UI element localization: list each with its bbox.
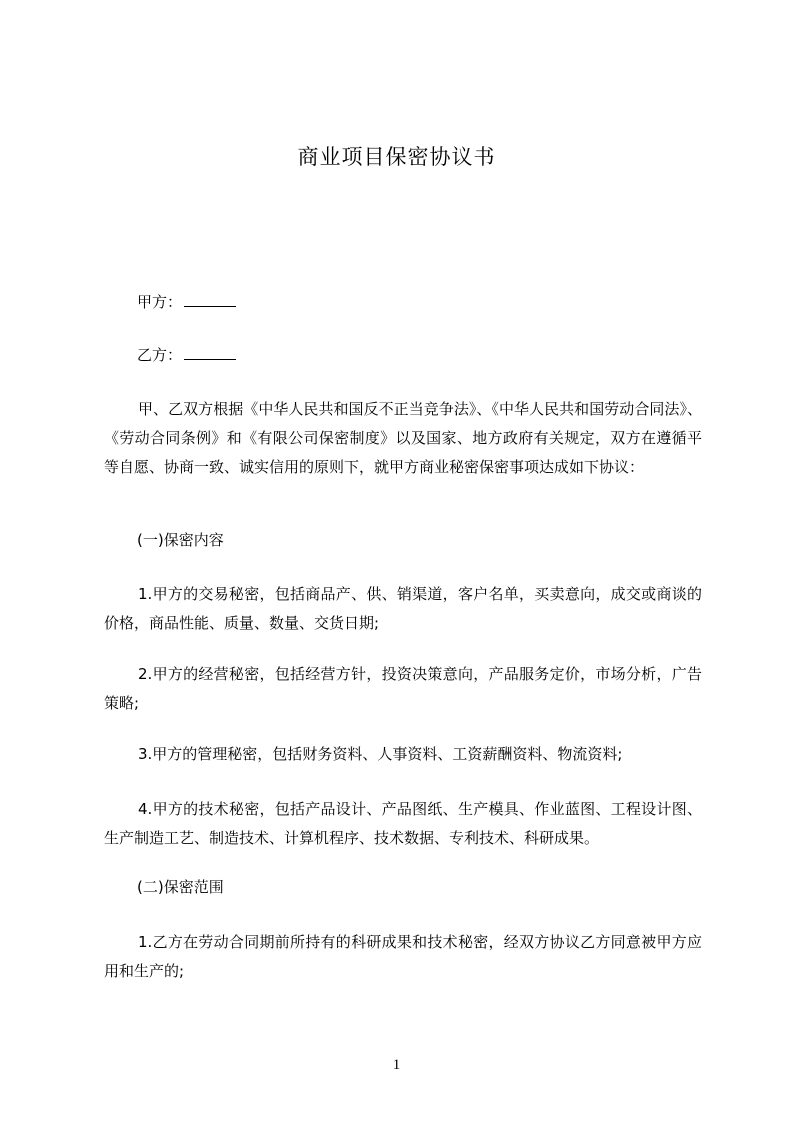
preamble-paragraph: 甲、乙双方根据《中华人民共和国反不正当竞争法》、《中华人民共和国劳动合同法》、《劳动合同条例》和《有限公司保密制度》以及国家、地方政府有关规定，双方在遵循平等自愿、协商一致、诚实信用的原则下，就甲方商业秘密保密事项达成如下协议：: [104, 400, 702, 476]
section1-item-2: 2.甲方的经营秘密，包括经营方针，投资决策意向，产品服务定价，市场分析，广告策略;: [104, 665, 702, 712]
section1-heading: (一)保密内容: [137, 531, 224, 549]
party-a-line: [137, 292, 236, 312]
page-number: 1: [392, 1057, 401, 1073]
party-a-label: 甲方：: [137, 293, 183, 311]
section1-item-4: 4.甲方的技术秘密，包括产品设计、产品图纸、生产模具、作业蓝图、工程设计图、生产制造工艺、制造技术、计算机程序、技术数据、专利技术、科研成果。: [104, 800, 702, 847]
section1-item-3: 3.甲方的管理秘密，包括财务资料、人事资料、工资薪酬资料、物流资料;: [138, 745, 623, 763]
party-b-label: 乙方：: [137, 346, 183, 364]
section2-heading: (二)保密范围: [137, 878, 224, 896]
party-a-blank: [184, 292, 236, 307]
section2-item-1: 1.乙方在劳动合同期前所持有的科研成果和技术秘密，经双方协议乙方同意被甲方应用和生产的;: [104, 933, 702, 980]
party-b-blank: [184, 345, 236, 360]
section1-item-1: 1.甲方的交易秘密，包括商品产、供、销渠道，客户名单，买卖意向，成交或商谈的价格，商品性能、质量、数量、交货日期;: [104, 585, 702, 632]
party-b-line: [137, 345, 236, 365]
document-title: 商业项目保密协议书: [297, 145, 496, 169]
